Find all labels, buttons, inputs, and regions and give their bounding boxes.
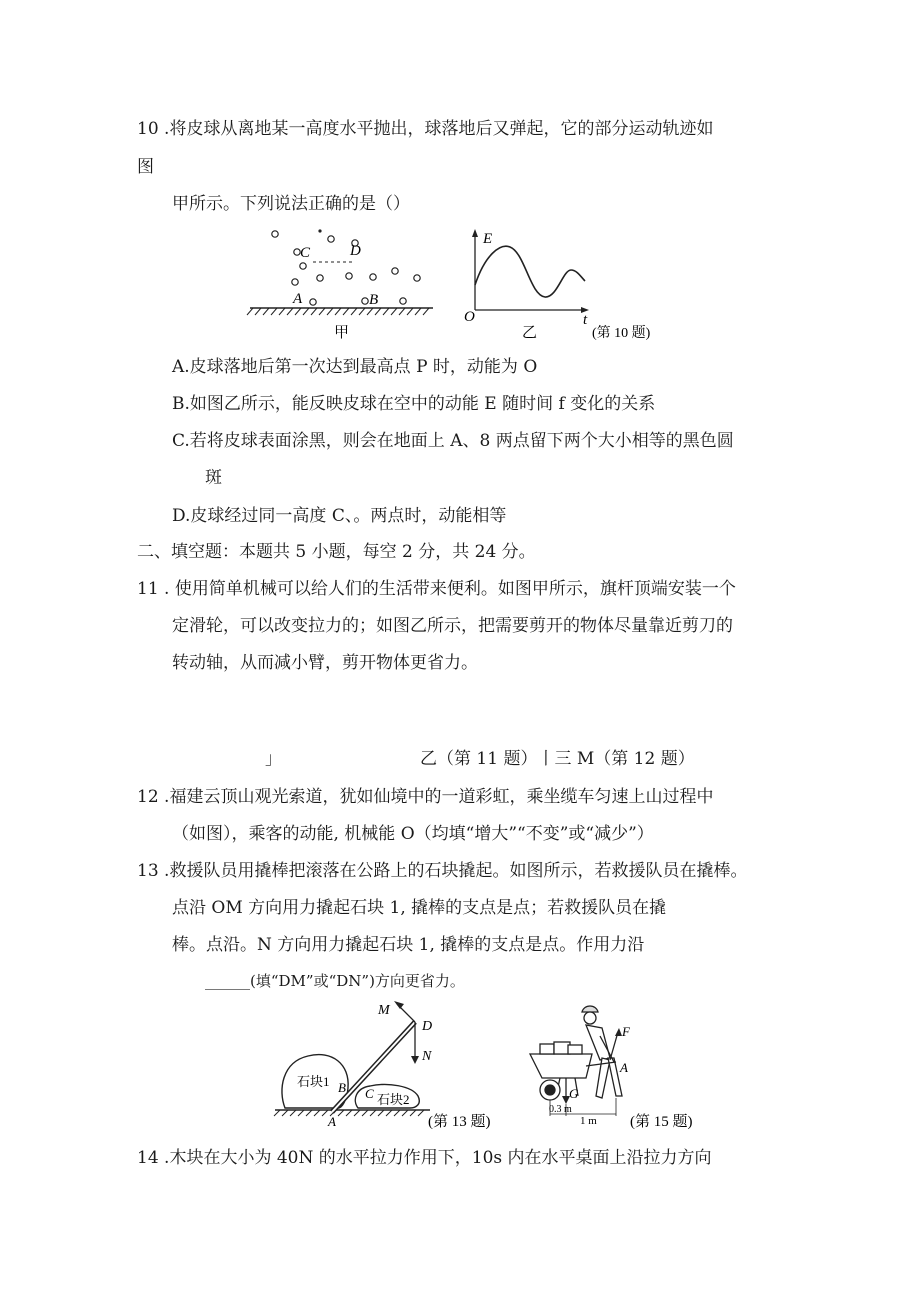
caption-q13: (第 13 题) [428,1114,491,1130]
section-2-heading: 二、填空题：本题共 5 小题，每空 2 分，共 24 分。 [137,542,536,562]
axis-o: O [464,309,475,325]
q11-line-2: 定滑轮，可以改变拉力的；如图乙所示，把需要剪开的物体尽量靠近剪刀的 [172,616,733,636]
label-f: F [622,1024,630,1039]
rock-2-label: 石块2 [377,1092,410,1107]
label-c: C [300,245,311,261]
q13-line-2: 点沿 OM 方向用力撬起石块 1, 撬棒的支点是点；若救援队员在撬 [172,898,667,918]
dimension-1m: 1 m [580,1115,597,1127]
caption-q10: (第 10 题) [592,326,651,341]
ground-jia [247,308,433,315]
figure-q13 [270,1000,520,1135]
label-d: D [350,243,361,259]
dimension-0-3m: 0.3 m [549,1104,572,1115]
label-yi: 乙 [522,325,538,341]
q13-line-1: 13 .救援队员用撬棒把滚落在公路上的石块撬起。如图所示，若救援队员在撬棒。 [137,861,748,881]
label-g: G [569,1086,579,1101]
label-n: N [422,1049,432,1064]
label-m: M [378,1003,390,1018]
label-a: A [620,1060,628,1075]
q12-line-2: （如图），乘客的动能, 机械能 O（均填“增大”“不变”或“减少”） [172,824,654,844]
label-c: C [365,1086,374,1101]
caption-q15: (第 15 题) [630,1114,693,1130]
q10-option-c-line-1: C.若将皮球表面涂黑，则会在地面上 A、8 两点留下两个大小相等的黑色圆 [172,431,734,451]
ball-top-dot [318,229,321,232]
axis-t: t [583,312,588,328]
q10-line-3: 甲所示。下列说法正确的是（） [172,194,410,214]
q10-option-c-line-2: 斑 [205,468,222,488]
energy-curve [475,246,585,297]
q10-line-2: 图 [137,157,154,177]
label-b: B [369,292,379,308]
figure-q10 [245,225,675,350]
q10-option-a: A.皮球落地后第一次达到最高点 P 时，动能为 O [172,357,538,377]
q12-line-1: 12 .福建云顶山观光索道，犹如仙境中的一道彩虹，乘坐缆车匀速上山过程中 [137,787,714,807]
label-jia: 甲 [334,325,350,341]
q11-line-1: 11 . 使用简单机械可以给人们的生活带来便利。如图甲所示，旗杆顶端安装一个 [137,579,736,599]
force-f-arrow [610,1032,618,1060]
worker [582,1006,622,1098]
label-d: D [422,1019,433,1034]
q13-line-3: 棒。点沿。N 方向用力撬起石块 1, 撬棒的支点是点。作用力沿 [172,935,645,955]
q14-line-1: 14 .木块在大小为 40N 的水平拉力作用下，10s 内在水平桌面上沿拉力方向 [137,1148,712,1168]
q11-line-3: 转动轴，从而减小臂，剪开物体更省力。 [172,653,478,673]
rock-1-label: 石块1 [297,1074,330,1089]
axis-e: E [483,231,493,247]
label-a: A [293,291,303,307]
figure-q15 [520,1000,720,1135]
caption-mark: 」 [265,749,282,769]
q13-line-4: ______(填“DM”或“DN”)方向更省力。 [205,972,465,990]
caption-q11-q12: 乙（第 11 题）丨三 M（第 12 题） [420,749,695,769]
q10-option-d: D.皮球经过同一高度 C、。两点时，动能相等 [172,506,507,526]
q10-option-b: B.如图乙所示，能反映皮球在空中的动能 E 随时间 f 变化的关系 [172,394,656,414]
label-a: A [328,1114,336,1129]
q10-line-1: 10 .将皮球从离地某一高度水平抛出，球落地后又弹起，它的部分运动轨迹如 [137,119,714,139]
label-b: B [338,1080,346,1095]
